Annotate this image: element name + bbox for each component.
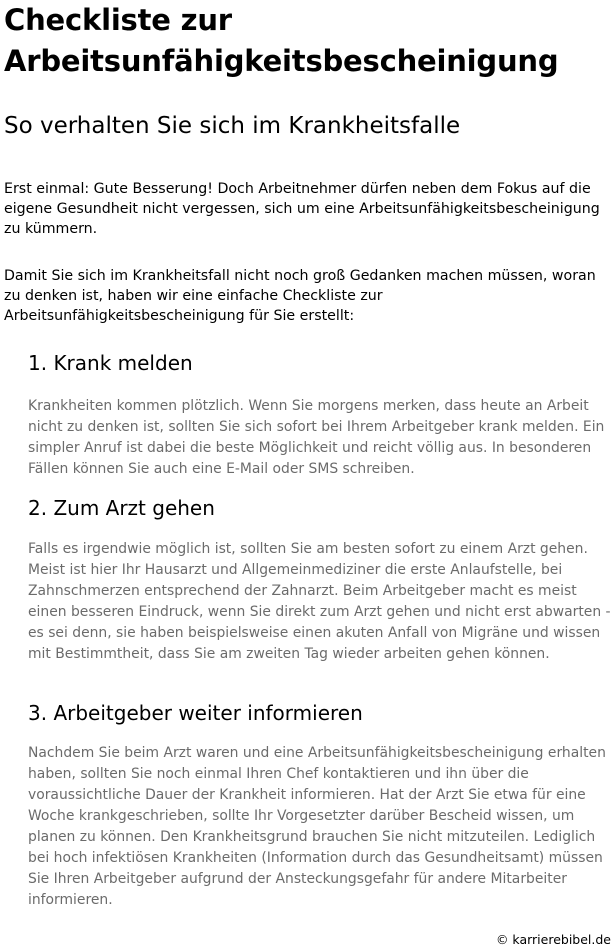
intro-paragraph-2: Damit Sie sich im Krankheitsfall nicht noch groß Gedanken machen müssen, woran zu denken ist, haben wir eine einfache Checkliste zur Arbeitsunfähigkeitsbescheinigung für Sie erstellt: xyxy=(4,268,596,324)
copyright-footer: © karrierebibel.de xyxy=(495,932,611,947)
section-heading-krank-melden: 1. Krank melden xyxy=(28,351,193,375)
section-text-arbeitgeber-informieren: Nachdem Sie beim Arzt waren und eine Arbeitsunfähigkeitsbescheinigung erhalten haben, sollten Sie noch einmal Ihren Chef kontaktieren und ihn über die voraussichtliche Dauer der Krankheit informieren. Hat der Arzt Sie etwa für eine Woche krankgeschrieben, sollte Ihr Vorgesetzter darüber Bescheid wissen, um planen zu können. Den Krankheitsgrund brauchen Sie nicht mitzuteilen. Lediglich bei hoch infektiösen Krankheiten (Information durch das Gesundheitsamt) müssen Sie Ihren Arbeitgeber aufgrund der Ansteckungsgefahr für andere Mitarbeiter informieren. xyxy=(28,745,606,908)
section-text-zum-arzt-gehen: Falls es irgendwie möglich ist, sollten Sie am besten sofort zu einem Arzt gehen. Meist ist hier Ihr Hausarzt und Allgemeinmediziner die erste Anlaufstelle, bei Zahnschmerzen entsprechend der Zahnarzt. Beim Arbeitgeber macht es meist einen besseren Eindruck, wenn Sie direkt zum Arzt gehen und nicht erst abwarten - es sei denn, sie haben beispielsweise einen akuten Anfall von Migräne und wissen mit Bestimmtheit, dass Sie am zweiten Tag wieder arbeiten gehen können. xyxy=(28,541,611,662)
section-heading-zum-arzt-gehen: 2. Zum Arzt gehen xyxy=(28,496,215,520)
document-subtitle: So verhalten Sie sich im Krankheitsfalle xyxy=(4,113,461,139)
section-heading-arbeitgeber-informieren: 3. Arbeitgeber weiter informieren xyxy=(28,701,363,725)
section-text-krank-melden: Krankheiten kommen plötzlich. Wenn Sie morgens merken, dass heute an Arbeit nicht zu denken ist, sollten Sie sich sofort bei Ihrem Arbeitgeber krank melden. Ein simpler Anruf ist dabei die beste Möglichkeit und reicht völlig aus. In besonderen Fällen können Sie auch eine E-Mail oder SMS schreiben. xyxy=(28,398,605,477)
document-title: Checkliste zur Arbeitsunfähigkeitsbescheinigung xyxy=(4,3,559,78)
intro-paragraph-1: Erst einmal: Gute Besserung! Doch Arbeitnehmer dürfen neben dem Fokus auf die eigene Gesundheit nicht vergessen, sich um eine Arbeitsunfähigkeitsbescheinigung zu kümmern. xyxy=(4,181,600,237)
